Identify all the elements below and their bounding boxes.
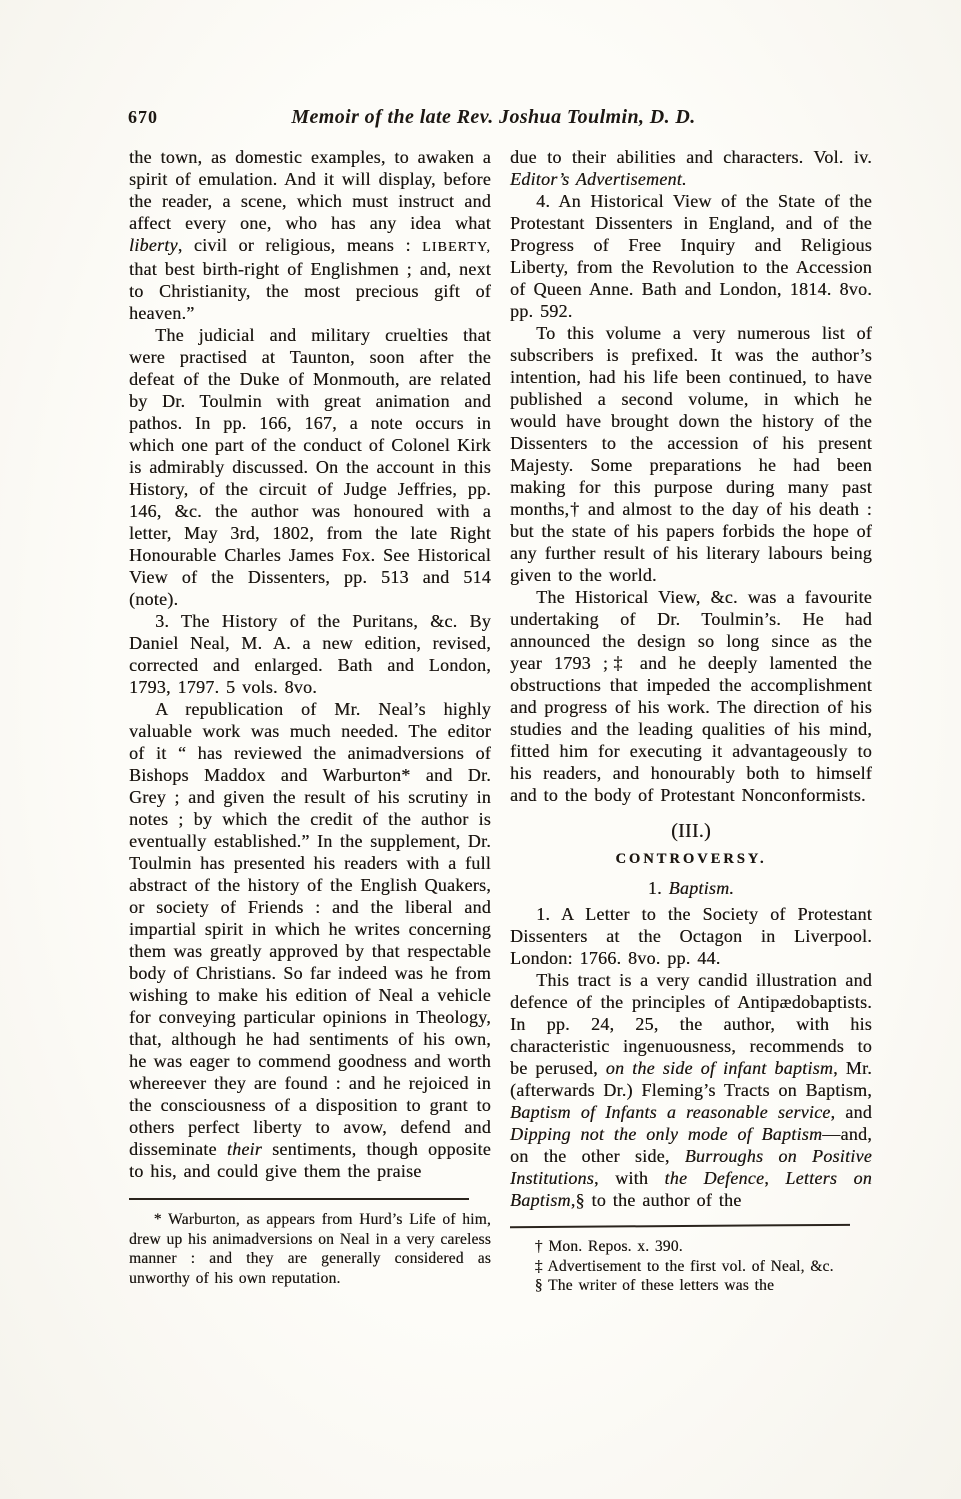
text-run: A republication of Mr. Neal’s highly valuable work was much needed. The editor of it “ has reviewed the animadversions of Bishops Maddox and Warburton* and Dr. Grey ; and given the result of his scrutiny in notes ; by which the credit of the author is eventually established.” In the supplement, Dr. Toulmin has presented his readers with a full abstract of the history of the English Quakers, or society of Friends : and the liberal and impartial spirit in which he writes concerning them was greatly approved by that respectable body of Christians. So far indeed was he from wishing to make his edition of Neal a vehicle for conveying particular opinions in Theology, that, although he had sentiments of his own, he was eager to commend goodness and worth whereever they are found : and he rejoiced in the consciousness of a disposition to grant to others perfect liberty to avow, defend and disseminate [129,699,491,1159]
text-columns [129,146,873,1296]
text-run: LIBERTY, [422,239,491,255]
text-run: ‡ Advertisement to the first vol. of Neal, &c. [534,1257,834,1275]
paragraph [129,146,491,324]
left-footnote-rule [129,1198,469,1200]
section-number-heading [510,820,872,842]
text-run: 3. The History of the Puritans, &c. By Daniel Neal, M. A. a new edition, revised, corrected and enlarged. Bath and London, 1793, 1797. 5 vols. 8vo. [129,611,491,697]
text-run: , [764,1168,786,1188]
right-column-footnotes [510,1237,872,1296]
text-run: their [226,1139,263,1159]
text-run: , civil or religious, means : [177,235,423,255]
text-run: , Mr. (afterwards Dr.) Fleming’s Tracts on Baptism, [510,1058,873,1100]
text-run: Burroughs on Positive Institutions [510,1146,872,1188]
text-run: the town, as domestic examples, to awaken a spirit of emulation. And it will display, before the reader, a scene, which must instruct and affect every one, who has any idea what [129,147,491,233]
left-column-body [129,146,491,1182]
text-run: This tract is a very candid illustration and defence of the principles of Antipædobaptists. In pp. 24, 25, the author, with his characteristic ingenuousness, recommends to be perused, [510,970,872,1078]
page-number: 670 [128,107,158,127]
text-run: (III.) [671,820,711,842]
text-run: , with [594,1168,665,1188]
text-run: Letters on Baptism [510,1168,872,1210]
right-column [510,146,872,1296]
text-run: To this volume a very numerous list of subscribers is prefixed. It was the author’s intention, had his life been continued, to have published a second volume, in which he would have brought down the history of the Dissenters to the accession of his present Majesty. Some preparations he had been making for this purpose during many past months,† and almost to the day of his death : but the state of his papers forbids the hope of any further result of his literary labours being given to the world. [510,323,872,585]
text-run: 1. A Letter to the Society of Protestant Dissenters at the Octagon in Liverpool. London: 1766. 8vo. pp. 44. [510,904,872,968]
text-run: the Defence [664,1168,765,1188]
text-run: on the side of infant baptism [605,1058,834,1078]
running-title: Memoir of the late Rev. Joshua Toulmin, D. D. [291,106,696,128]
text-run: The Historical View, &c. was a favourite undertaking of Dr. Toulmin’s. He had announced the design so long since as the year 1793 ;‡ and he deeply lamented the obstructions that impeded the accomplishment and progress of his work. The direction of his studies and the leading qualities of his mind, fitted him for executing it advantageously to his readers, and honourably both to himself and to the body of Protestant Nonconformists. [510,587,872,805]
paragraph [510,190,872,322]
left-column [129,146,491,1296]
subsection-heading [510,877,872,899]
section-title-heading [510,848,872,870]
paragraph [510,1257,872,1277]
paragraph [510,903,872,969]
paragraph [510,1237,872,1257]
text-run: sentiments, though opposite to his, and could give them the praise [129,1139,492,1181]
paragraph [129,1210,491,1288]
paragraph [510,969,872,1211]
paragraph [129,610,491,698]
text-run: * Warburton, as appears from Hurd’s Life of him, drew up his animadversions on Neal in a very careless manner : and they are generally considered as unworthy of his own reputation. [129,1211,491,1287]
paragraph [510,322,872,586]
paragraph [129,698,491,1182]
right-footnote-rule [510,1224,850,1228]
text-run: 1. [647,878,669,898]
paragraph [510,146,872,190]
text-run: Baptism. [668,878,735,898]
left-column-footnotes [129,1210,491,1288]
text-run: † Mon. Repos. x. 390. [534,1238,683,1255]
text-run: Dipping not the only mode of Baptism [510,1124,823,1144]
text-run: , and [830,1102,872,1122]
text-run: Editor’s Advertisement. [510,169,687,189]
text-run: CONTROVERSY. [615,851,767,867]
text-run: due to their abilities and characters. Vol. iv. [510,147,872,167]
text-run: ,§ to the author of the [570,1190,742,1210]
right-column-body [510,146,872,1211]
text-run: liberty [129,235,178,255]
paragraph [510,586,872,806]
paragraph [129,324,491,610]
text-run: The judicial and military cruelties that were practised at Taunton, soon after the defeat of the Duke of Monmouth, are related by Dr. Toulmin with great animation and pathos. In pp. 166, 167, a note occurs in which one part of the conduct of Colonel Kirk is admirably discussed. On the account in this History, of the circuit of Judge Jeffries, pp. 146, &c. the author was honoured with a letter, May 3rd, 1802, from the late Right Honourable Charles James Fox. See Historical View of the Dissenters, pp. 513 and 514 (note). [129,325,491,609]
text-run: that best birth-right of Englishmen ; and, next to Christianity, the most precious gift of heaven.” [129,259,491,323]
text-run: Baptism of Infants a reasonable service [510,1102,831,1122]
paragraph [510,1276,872,1296]
text-run: § The writer of these letters was the [534,1277,775,1294]
text-run: 4. An Historical View of the State of the Protestant Dissenters in England, and of the Progress of Free Inquiry and Religious Liberty, from the Revolution to the Accession of Queen Anne. Bath and London, 1814. 8vo. pp. 592. [510,191,872,321]
text-run: —and, on the other side, [510,1124,872,1166]
running-header [128,106,869,129]
